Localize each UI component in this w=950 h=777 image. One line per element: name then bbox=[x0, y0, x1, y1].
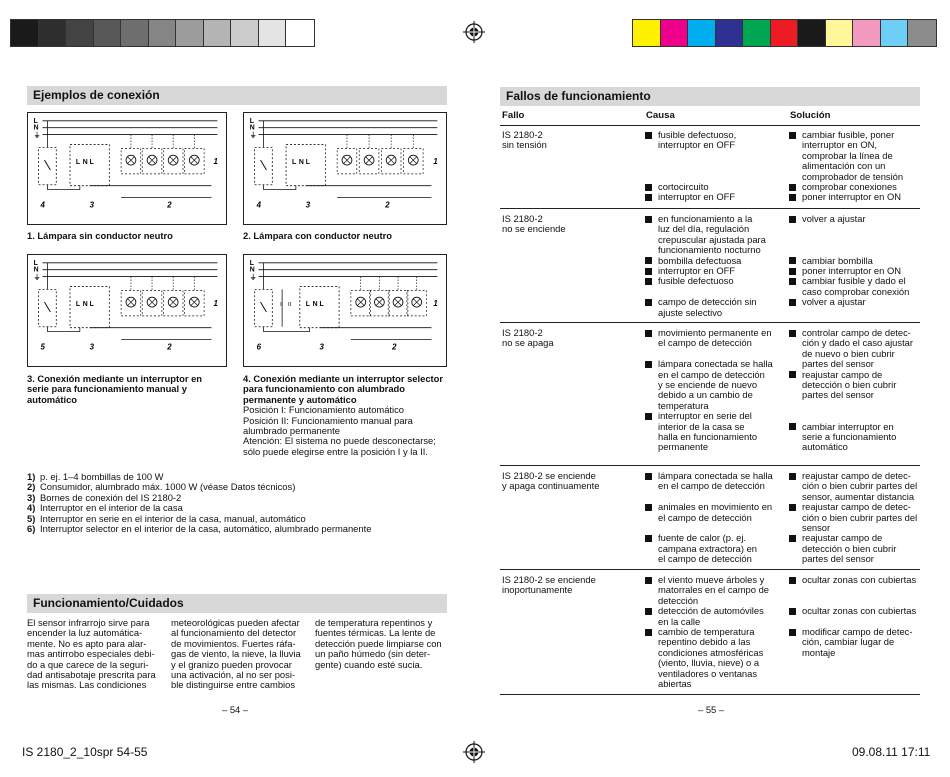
fault-name bbox=[502, 328, 637, 349]
cause-item bbox=[645, 192, 785, 202]
cause-item bbox=[645, 627, 785, 689]
terminal-label: L bbox=[291, 159, 297, 167]
switch-box bbox=[39, 289, 57, 326]
solution-item bbox=[789, 297, 924, 307]
process-colorbar bbox=[632, 19, 937, 47]
item-line: cambiar bombilla bbox=[802, 254, 873, 266]
item-line: reajustar campo de detec- bbox=[802, 470, 911, 481]
legend-item: 6) Interruptor selector en el interior de la casa, automático, alumbrado permanente bbox=[27, 523, 372, 535]
spacer bbox=[789, 224, 924, 255]
number-label: 5 bbox=[40, 342, 45, 352]
divider bbox=[500, 694, 920, 695]
solution-item bbox=[789, 471, 924, 502]
item-line: volver a ajustar bbox=[802, 296, 866, 308]
item-line: permanente bbox=[658, 441, 709, 453]
spacer bbox=[645, 151, 785, 182]
caption-4: 4. Conexión mediante un interruptor selector para funcionamiento con alumbrado permanente y automático Posición I: Funcionamiento automático Posición II: Funcionamiento manual para alumbrado permanente Atención: El sistema no puede desconectarse; sólo puede elegirse entre la posición I y la II. bbox=[243, 373, 444, 457]
solution-item bbox=[789, 214, 924, 224]
divider bbox=[500, 569, 920, 570]
solution-list bbox=[789, 130, 924, 203]
item-line: fusible defectuoso bbox=[658, 275, 734, 287]
item-line: debido a un cambio de bbox=[658, 389, 753, 401]
rail-label: ⏚ bbox=[249, 274, 257, 282]
solution-item bbox=[789, 370, 924, 401]
rail-label: L bbox=[33, 117, 38, 125]
lamp-box bbox=[351, 290, 371, 316]
item-line: de nuevo o bien cubrir bbox=[802, 347, 895, 359]
solution-item bbox=[789, 422, 924, 453]
rail-label: N bbox=[249, 124, 255, 132]
item-line: sensor, aumentar distancia bbox=[802, 490, 915, 502]
item-line: el campo de detección bbox=[658, 553, 752, 565]
switch-contact bbox=[261, 302, 267, 312]
solution-list bbox=[789, 575, 924, 658]
item-line: fusible defectuoso, bbox=[658, 129, 737, 140]
item-line: cortocircuito bbox=[658, 181, 709, 192]
gray-swatch bbox=[286, 20, 314, 46]
solution-item bbox=[789, 328, 924, 370]
cause-item bbox=[645, 328, 785, 349]
fault-line: IS 2180-2 bbox=[502, 213, 543, 224]
number-label: 1 bbox=[213, 299, 218, 309]
item-line: funcionamiento nocturno bbox=[658, 244, 761, 256]
fault-line: IS 2180-2 se enciende bbox=[502, 574, 596, 585]
text-column-2: meteorológicas pueden afectar al funcionamiento del detector de movimientos. Fuertes ráfa-gas de viento, la nieve, la lluvia y el granizo pueden provocar una activación, al no ser posi-ble distinguirse entre cambios bbox=[171, 617, 301, 691]
item-line: partes del sensor bbox=[802, 389, 874, 401]
switch-contact bbox=[44, 302, 50, 312]
item-line: detección de automóviles bbox=[658, 605, 764, 617]
column-header-causa: Causa bbox=[646, 110, 675, 121]
cause-list bbox=[645, 214, 785, 318]
switch-box bbox=[255, 147, 273, 184]
cause-item bbox=[645, 214, 785, 256]
item-line: detección bbox=[658, 594, 699, 606]
gray-swatch bbox=[231, 20, 259, 46]
rail-label: L bbox=[249, 117, 254, 125]
lamp-box bbox=[142, 148, 162, 174]
item-line: bombilla defectuosa bbox=[658, 254, 742, 266]
solution-item bbox=[789, 192, 924, 202]
terminal-label: L bbox=[75, 159, 81, 167]
item-line: reajustar campo de bbox=[802, 532, 883, 544]
fault-line: no se apaga bbox=[502, 337, 554, 349]
fault-line: y apaga continuamente bbox=[502, 480, 600, 492]
item-line: el campo de detección bbox=[658, 511, 752, 523]
position-label: II bbox=[288, 302, 292, 309]
number-label: 1 bbox=[213, 157, 218, 167]
solution-list bbox=[789, 214, 924, 308]
cause-item bbox=[645, 606, 785, 627]
legend-item: 2) Consumidor, alumbrado máx. 1000 W (véase Datos técnicos) bbox=[27, 481, 296, 493]
item-line: comprobador de tensión bbox=[802, 170, 904, 182]
cause-item bbox=[645, 130, 785, 151]
gray-swatch bbox=[39, 20, 67, 46]
solution-item bbox=[789, 130, 924, 182]
item-line: halla en funcionamiento bbox=[658, 431, 758, 443]
lamp-box bbox=[163, 290, 183, 316]
lamp-box bbox=[370, 290, 390, 316]
column-header-fallo: Fallo bbox=[502, 110, 525, 121]
item-line: luz del día, regulación bbox=[658, 223, 750, 235]
item-line: (viento, lluvia, nieve) o a bbox=[658, 657, 760, 669]
item-line: detección o bien cubrir bbox=[802, 542, 897, 554]
color-swatch bbox=[716, 20, 744, 46]
item-line: ocultar zonas con cubiertas bbox=[802, 574, 917, 585]
item-line: abiertas bbox=[658, 678, 692, 690]
item-line: ción o bien cubrir partes del bbox=[802, 480, 918, 492]
divider bbox=[500, 322, 920, 323]
color-swatch bbox=[633, 20, 661, 46]
item-line: en el campo de detección bbox=[658, 480, 765, 492]
fault-name bbox=[502, 130, 637, 151]
item-line: ción o bien cubrir partes del bbox=[802, 511, 918, 523]
lamp-box bbox=[184, 148, 204, 174]
lamp-box bbox=[388, 290, 408, 316]
terminal-label: L bbox=[305, 159, 310, 167]
text-column-3: de temperatura repentinos y fuentes térmicas. La lente de detección puede limpiarse con un paño húmedo (sin deter-gente) cuando esté sucia. bbox=[315, 617, 442, 670]
number-label: 3 bbox=[89, 200, 95, 210]
fault-name bbox=[502, 214, 637, 235]
item-line: cambiar fusible y dado el bbox=[802, 275, 906, 287]
item-line: campo de detección sin bbox=[658, 296, 757, 308]
color-swatch bbox=[798, 20, 826, 46]
item-line: campana extractora) en bbox=[658, 542, 758, 554]
item-line: comprobar la línea de bbox=[802, 149, 893, 161]
item-line: movimiento permanente en bbox=[658, 327, 772, 338]
fault-line: IS 2180-2 se enciende bbox=[502, 470, 596, 481]
print-slug: IS 2180_2_10spr 54-55 bbox=[22, 745, 148, 759]
item-line: alimentación con un bbox=[802, 160, 886, 172]
lamp-box bbox=[337, 148, 357, 174]
terminal-label: L bbox=[305, 301, 310, 309]
item-line: cambiar interruptor en bbox=[802, 420, 894, 432]
lamp-box bbox=[184, 290, 204, 316]
solution-item bbox=[789, 627, 924, 658]
color-swatch bbox=[908, 20, 936, 46]
color-swatch bbox=[853, 20, 881, 46]
fault-name bbox=[502, 471, 637, 492]
cause-item bbox=[645, 502, 785, 523]
item-line: sensor bbox=[802, 522, 831, 534]
solution-item bbox=[789, 606, 924, 616]
spacer bbox=[789, 585, 924, 606]
terminal-label: N bbox=[298, 159, 304, 167]
registration-mark-icon bbox=[463, 741, 485, 763]
color-swatch bbox=[688, 20, 716, 46]
gray-swatch bbox=[94, 20, 122, 46]
item-line: lámpara conectada se halla bbox=[658, 470, 773, 481]
lamp-box bbox=[121, 148, 141, 174]
legend-item: 5) Interruptor en serie en el interior de la casa, manual, automático bbox=[27, 512, 306, 524]
rail-label: N bbox=[249, 266, 255, 274]
lamp-box bbox=[142, 290, 162, 316]
terminal-label: N bbox=[82, 159, 88, 167]
color-swatch bbox=[826, 20, 854, 46]
item-line: ocultar zonas con cubiertas bbox=[802, 605, 917, 617]
color-swatch bbox=[743, 20, 771, 46]
switch-box bbox=[255, 289, 273, 326]
item-line: poner interruptor en ON bbox=[802, 265, 902, 276]
item-line: crepuscular ajustada para bbox=[658, 233, 766, 245]
gray-swatch bbox=[259, 20, 287, 46]
position-label: I bbox=[280, 302, 282, 309]
item-line: interruptor en serie del bbox=[658, 410, 752, 422]
terminal-label: L bbox=[319, 301, 324, 309]
item-line: partes del sensor bbox=[802, 358, 874, 370]
item-line: interruptor en OFF bbox=[658, 139, 736, 151]
rail-label: L bbox=[33, 259, 38, 267]
item-line: en funcionamiento a la bbox=[658, 213, 753, 224]
item-line: y se enciende de nuevo bbox=[658, 379, 758, 391]
terminal-label: N bbox=[82, 301, 88, 309]
item-line: controlar campo de detec- bbox=[802, 327, 911, 338]
color-swatch bbox=[881, 20, 909, 46]
divider bbox=[500, 125, 920, 126]
item-line: en la calle bbox=[658, 615, 701, 627]
legend-item: 4) Interruptor en el interior de la casa bbox=[27, 502, 183, 514]
column-header-solucion: Solución bbox=[790, 110, 831, 121]
number-label: 2 bbox=[392, 342, 397, 352]
caption-3: 3. Conexión mediante un interruptor en serie para funcionamiento manual y automático bbox=[27, 373, 203, 405]
number-label: 3 bbox=[319, 342, 324, 352]
item-line: el viento mueve árboles y bbox=[658, 574, 765, 585]
lamp-box bbox=[121, 290, 141, 316]
item-line: caso comprobar conexión bbox=[802, 285, 910, 297]
fault-line: sin tensión bbox=[502, 139, 547, 151]
item-line: reajustar campo de bbox=[802, 368, 883, 380]
wiring-diagram-3 bbox=[27, 254, 227, 367]
number-label: 2 bbox=[167, 200, 172, 210]
lamp-box bbox=[381, 148, 401, 174]
caption-2: 2. Lámpara con conductor neutro bbox=[243, 230, 392, 241]
wiring-diagram-1 bbox=[27, 112, 227, 225]
fault-line: no se enciende bbox=[502, 223, 566, 235]
solution-list bbox=[789, 471, 924, 565]
legend-list bbox=[27, 472, 371, 534]
wiring-diagram-2 bbox=[243, 112, 447, 225]
number-label: 1 bbox=[433, 157, 438, 167]
number-label: 1 bbox=[433, 299, 438, 309]
section-title-fallos: Fallos de funcionamiento bbox=[500, 87, 920, 106]
print-timestamp: 09.08.11 17:11 bbox=[852, 745, 931, 759]
cause-item bbox=[645, 411, 785, 453]
item-line: interruptor en OFF bbox=[658, 191, 736, 203]
solution-item bbox=[789, 533, 924, 564]
rail-label: ⏚ bbox=[249, 132, 257, 140]
page-number: – 54 – bbox=[222, 704, 249, 715]
lamp-box bbox=[407, 290, 427, 316]
item-line: reajustar campo de detec- bbox=[802, 501, 911, 513]
gray-swatch bbox=[11, 20, 39, 46]
lamp-box bbox=[163, 148, 183, 174]
cause-list bbox=[645, 130, 785, 203]
fault-line: inoportunamente bbox=[502, 584, 573, 596]
gray-swatch bbox=[176, 20, 204, 46]
gray-swatch bbox=[204, 20, 232, 46]
terminal-label: L bbox=[89, 301, 94, 309]
gray-swatch bbox=[149, 20, 177, 46]
item-line: poner interruptor en ON bbox=[802, 191, 902, 203]
item-line: fuente de calor (p. ej. bbox=[658, 532, 747, 544]
gray-colorbar bbox=[10, 19, 315, 47]
number-label: 6 bbox=[256, 342, 261, 352]
item-line: cambiar fusible, poner bbox=[802, 129, 895, 140]
cause-list bbox=[645, 575, 785, 689]
rail-label: N bbox=[33, 266, 39, 274]
registration-mark-icon bbox=[463, 21, 485, 43]
cause-item bbox=[645, 297, 785, 318]
number-label: 3 bbox=[89, 342, 95, 352]
item-line: condiciones atmosféricas bbox=[658, 646, 764, 658]
text-column-1: El sensor infrarrojo sirve para encender la luz automática-mente. No es apto para alar-mas antirrobo especiales debi-do a que carece de la seguri-dad antisabotaje prescrita para las mismas. Las condiciones bbox=[27, 617, 156, 691]
number-label: 4 bbox=[256, 200, 261, 210]
section-title-funcionamiento: Funcionamiento/Cuidados bbox=[27, 594, 447, 613]
wiring-diagram-4 bbox=[243, 254, 447, 367]
item-line: automático bbox=[802, 441, 848, 453]
number-label: 3 bbox=[305, 200, 311, 210]
cause-item bbox=[645, 533, 785, 564]
item-line: el campo de detección bbox=[658, 337, 752, 349]
divider bbox=[500, 465, 920, 466]
solution-item bbox=[789, 276, 924, 297]
legend-item: 3) Bornes de conexión del IS 2180-2 bbox=[27, 491, 182, 503]
item-line: interruptor en OFF bbox=[658, 265, 736, 277]
item-line: ción y dado el caso ajustar bbox=[802, 337, 914, 349]
gray-swatch bbox=[121, 20, 149, 46]
item-line: partes del sensor bbox=[802, 553, 874, 565]
rail-label: N bbox=[33, 124, 39, 132]
solution-item bbox=[789, 502, 924, 533]
switch-contact bbox=[261, 160, 267, 170]
divider bbox=[500, 208, 920, 209]
gray-swatch bbox=[66, 20, 94, 46]
cause-list bbox=[645, 328, 785, 453]
solution-item bbox=[789, 575, 924, 585]
number-label: 2 bbox=[385, 200, 390, 210]
cause-list bbox=[645, 471, 785, 565]
fault-name bbox=[502, 575, 637, 596]
item-line: interior de la casa se bbox=[658, 420, 745, 432]
caption-1: 1. Lámpara sin conductor neutro bbox=[27, 230, 173, 241]
cause-item bbox=[645, 575, 785, 606]
item-line: lámpara conectada se halla bbox=[658, 358, 773, 370]
item-line: en el campo de detección bbox=[658, 368, 765, 380]
item-line: serie a funcionamiento bbox=[802, 431, 897, 443]
item-line: cambio de temperatura bbox=[658, 626, 755, 638]
fault-line: IS 2180-2 bbox=[502, 129, 543, 140]
item-line: temperatura bbox=[658, 399, 709, 411]
item-line: detección o bien cubrir bbox=[802, 379, 897, 391]
item-line: montaje bbox=[802, 646, 836, 658]
color-swatch bbox=[661, 20, 689, 46]
cause-item bbox=[645, 359, 785, 411]
color-swatch bbox=[771, 20, 799, 46]
switch-box bbox=[39, 147, 57, 184]
item-line: interruptor en ON, bbox=[802, 139, 878, 151]
rail-label: ⏚ bbox=[33, 132, 41, 140]
item-line: repentino debido a las bbox=[658, 636, 751, 648]
switch-contact bbox=[44, 160, 50, 170]
item-line: volver a ajustar bbox=[802, 213, 866, 224]
cause-item bbox=[645, 276, 785, 286]
lamp-box bbox=[359, 148, 379, 174]
item-line: animales en movimiento en bbox=[658, 501, 773, 513]
item-line: ción, cambiar lugar de bbox=[802, 636, 895, 648]
item-line: comprobar conexiones bbox=[802, 181, 897, 193]
section-title-conexion: Ejemplos de conexión bbox=[27, 86, 447, 105]
rail-label: L bbox=[249, 259, 254, 267]
number-label: 2 bbox=[167, 342, 172, 352]
fault-line: IS 2180-2 bbox=[502, 327, 543, 338]
lamp-box bbox=[403, 148, 423, 174]
item-line: matorrales en el campo de bbox=[658, 584, 769, 596]
rail-label: ⏚ bbox=[33, 274, 41, 282]
page-number: – 55 – bbox=[698, 704, 725, 715]
number-label: 4 bbox=[40, 200, 45, 210]
spacer bbox=[789, 401, 924, 422]
cause-item bbox=[645, 471, 785, 492]
terminal-label: L bbox=[89, 159, 94, 167]
solution-list bbox=[789, 328, 924, 453]
legend-item: 1) p. ej. 1–4 bombillas de 100 W bbox=[27, 471, 164, 482]
item-line: ventiladores o ventanas bbox=[658, 667, 758, 679]
terminal-label: L bbox=[75, 301, 81, 309]
terminal-label: N bbox=[312, 301, 318, 309]
item-line: ajuste selectivo bbox=[658, 306, 723, 318]
item-line: modificar campo de detec- bbox=[802, 626, 913, 637]
